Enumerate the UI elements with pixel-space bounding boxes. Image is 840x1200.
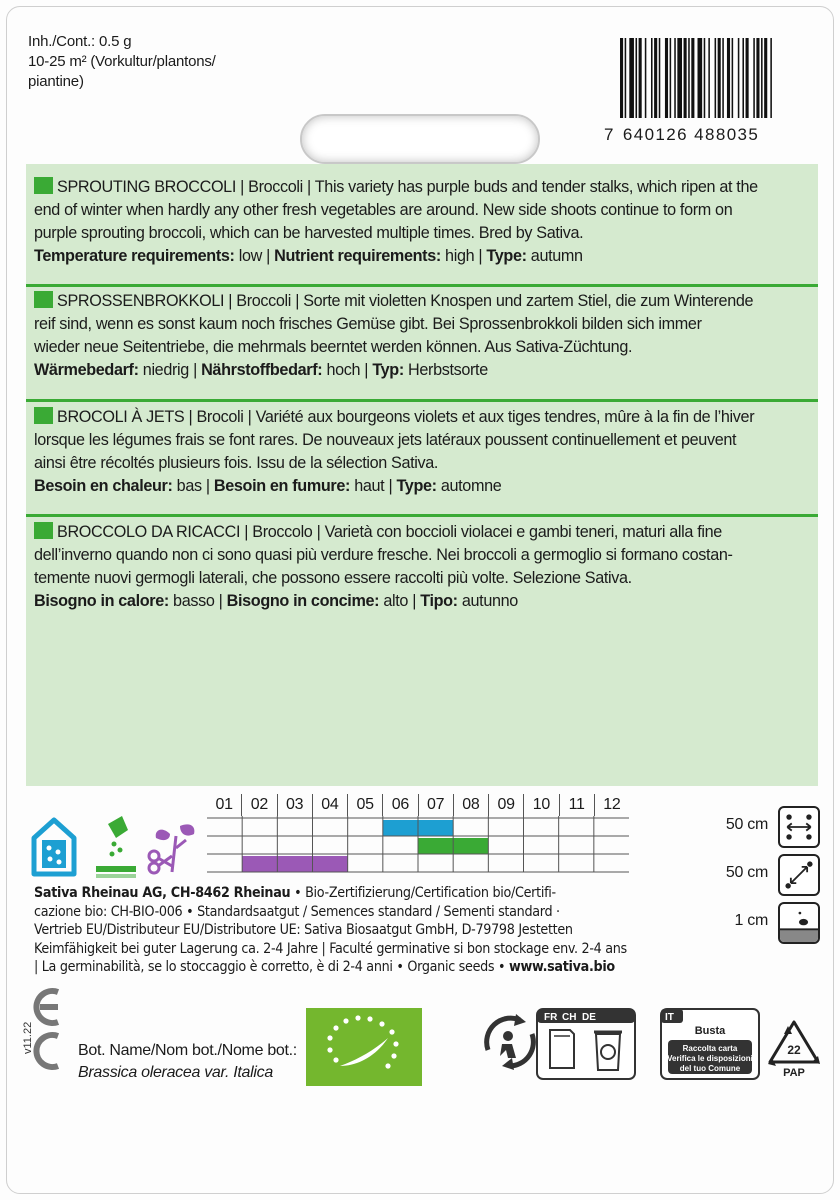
barcode-number xyxy=(604,125,759,145)
desc-fr-line3: ainsi être récoltés plusieurs fois. Issu de la sélection Sativa. xyxy=(34,454,439,472)
description-de xyxy=(34,290,810,382)
star-icon xyxy=(333,1057,338,1062)
req-val: niedrig | xyxy=(138,361,202,379)
req-key: Besoin en chaleur: xyxy=(34,477,173,495)
star-icon xyxy=(343,1018,348,1023)
version-code: v11.22 xyxy=(22,1021,34,1054)
month-04: 04 xyxy=(312,794,347,816)
pap-recycling-icon xyxy=(766,1018,822,1080)
star-icon xyxy=(367,1016,372,1021)
desc-en-line2: end of winter when hardly any other fresh vegetables are around. New side shoots continue to form on xyxy=(34,201,733,219)
req-val: autumn xyxy=(526,247,583,265)
req-val: automne xyxy=(436,477,502,495)
divider xyxy=(26,514,818,517)
req-key: Tipo: xyxy=(420,592,458,610)
row-spacing xyxy=(700,806,820,848)
barcode-bar xyxy=(659,38,661,118)
barcode-lead-digit: 7 xyxy=(604,125,615,144)
content-area-cont: piantine) xyxy=(28,73,84,90)
barcode-bar xyxy=(718,38,721,118)
req-val: high | xyxy=(440,247,487,265)
req-val: low | xyxy=(234,247,275,265)
req-key: Type: xyxy=(396,477,437,495)
req-val: Herbstsorte xyxy=(403,361,488,379)
barcode-bar xyxy=(764,38,767,118)
botanical-name xyxy=(78,1040,297,1084)
barcode-bar xyxy=(670,38,672,118)
star-icon xyxy=(379,1021,384,1026)
company-name: Sativa Rheinau AG, CH-8462 Rheinau xyxy=(34,885,291,901)
desc-en-line1: SPROUTING BROCCOLI | Broccoli | This variety has purple buds and tender stalks, which ripen at the xyxy=(57,178,758,196)
barcode-bar xyxy=(708,38,710,118)
green-square-icon xyxy=(34,407,53,424)
month-12: 12 xyxy=(594,794,629,816)
description-panel xyxy=(26,164,818,786)
req-val: basso | xyxy=(168,592,227,610)
description-fr xyxy=(34,406,810,498)
desc-it-line1: BROCCOLO DA RICACCI | Broccolo | Varietà con boccioli violacei e gambi teneri, maturi alla fine xyxy=(57,523,722,541)
req-key: Bisogno in concime: xyxy=(226,592,380,610)
desc-en-line3: purple sprouting broccoli, which can be harvested multiple times. Bred by Sativa. xyxy=(34,224,584,242)
barcode-bar xyxy=(738,38,740,118)
busta-line1: Raccolta carta xyxy=(682,1044,738,1053)
month-03: 03 xyxy=(277,794,312,816)
desc-fr-line2: lorsque les légumes frais se font rares. De nouveaux jets latéraux poussent continuellement et peuvent xyxy=(34,431,737,449)
star-icon xyxy=(327,1047,332,1052)
country-ch: CH xyxy=(562,1012,577,1023)
eu-organic-logo-icon xyxy=(306,1008,422,1086)
country-fr: FR xyxy=(544,1012,558,1023)
barcode-bar xyxy=(625,38,627,118)
req-key: Bisogno in calore: xyxy=(34,592,169,610)
month-02: 02 xyxy=(241,794,276,816)
barcode-bar xyxy=(715,38,717,118)
footer-legal xyxy=(34,884,660,977)
star-icon xyxy=(355,1015,360,1020)
content-info xyxy=(28,32,216,92)
pap-number: 22 xyxy=(787,1043,801,1057)
divider xyxy=(26,399,818,402)
barcode-bar xyxy=(620,38,623,118)
calendar-bar-harvest xyxy=(242,856,348,872)
sorting-info-icon xyxy=(536,1008,636,1080)
barcode-bar xyxy=(636,38,638,118)
plant-spacing-icon xyxy=(778,854,820,896)
description-en xyxy=(34,176,810,268)
website-link[interactable]: www.sativa.bio xyxy=(509,959,615,976)
row-spacing-icon xyxy=(778,806,820,848)
req-key: Nutrient requirements: xyxy=(274,247,441,265)
requirements-en xyxy=(34,245,810,268)
barcode-bar xyxy=(639,38,642,118)
growing-calendar xyxy=(207,794,629,876)
plant-spacing xyxy=(700,854,820,896)
star-icon xyxy=(393,1041,398,1046)
req-val: alto | xyxy=(379,592,421,610)
month-10: 10 xyxy=(523,794,558,816)
star-icon xyxy=(327,1035,332,1040)
sowing-depth xyxy=(700,902,820,944)
green-square-icon xyxy=(34,522,53,539)
barcode-bar xyxy=(677,38,682,118)
barcode-group-2: 488035 xyxy=(694,125,760,144)
busta-label: Busta xyxy=(694,1025,726,1037)
barcode-bar xyxy=(651,38,653,118)
requirements-de xyxy=(34,359,810,382)
req-val: bas | xyxy=(172,477,214,495)
barcode-group-1: 640126 xyxy=(622,125,688,144)
month-06: 06 xyxy=(382,794,417,816)
month-01: 01 xyxy=(215,796,233,813)
month-08: 08 xyxy=(453,794,488,816)
calendar-months xyxy=(207,794,629,816)
italy-paper-collection-icon xyxy=(660,1008,760,1080)
star-icon xyxy=(385,1063,390,1068)
content-weight: Inh./Cont.: 0.5 g xyxy=(28,33,132,50)
desc-de-line1: SPROSSENBROKKOLI | Broccoli | Sorte mit violetten Knospen und zartem Stiel, die zum Winterende xyxy=(57,292,754,310)
barcode-bar xyxy=(761,38,763,118)
calendar-grid xyxy=(207,816,629,876)
requirements-fr xyxy=(34,475,810,498)
barcode-bar xyxy=(732,38,734,118)
req-key: Type: xyxy=(486,247,527,265)
sowing-depth-value: 1 cm xyxy=(734,912,768,929)
barcode-bar xyxy=(698,38,703,118)
req-key: Wärmebedarf: xyxy=(34,361,139,379)
barcode-bar xyxy=(770,38,772,118)
req-val: haut | xyxy=(350,477,397,495)
barcode-bar xyxy=(645,38,647,118)
footer-line4: Keimfähigkeit bei guter Lagerung ca. 2-4 Jahre | Faculté germinative si bon stockage env. 2-4 ans xyxy=(34,940,627,957)
barcode-bar xyxy=(688,38,690,118)
greenhouse-icon xyxy=(34,820,74,874)
desc-de-line2: reif sind, wenn es sonst kaum noch frisches Gemüse gibt. Bei Sprossenbrokkoli bilden sich immer xyxy=(34,315,702,333)
req-key: Nährstoffbedarf: xyxy=(201,361,323,379)
star-icon xyxy=(389,1029,394,1034)
sowing-depth-icon xyxy=(778,902,820,944)
footer-line1: • Bio-Zertifizierung/Certification bio/Certifi- xyxy=(290,885,556,901)
req-val: hoch | xyxy=(322,361,373,379)
footer-line3: Vertrieb EU/Distributeur EU/Distributore UE: Sativa Biosaatgut GmbH, D-79798 Jestetten xyxy=(34,922,573,939)
country-it: IT xyxy=(665,1012,674,1023)
country-de: DE xyxy=(582,1012,596,1023)
sowing-icons xyxy=(30,812,200,882)
barcode-bar xyxy=(727,38,730,118)
divider xyxy=(26,284,818,287)
month-07: 07 xyxy=(418,794,453,816)
star-icon xyxy=(333,1025,338,1030)
barcode-bar xyxy=(665,38,668,118)
star-icon xyxy=(391,1053,396,1058)
barcode-bar xyxy=(684,38,687,118)
barcode-bar xyxy=(691,38,694,118)
barcode-bar xyxy=(674,38,676,118)
busta-line2: Verifica le disposizioni xyxy=(667,1054,753,1063)
desc-it-line3: temente nuovi germogli laterali, che possono essere raccolti più volte. Selezione Sativa. xyxy=(34,569,632,587)
barcode xyxy=(620,38,816,118)
month-05: 05 xyxy=(347,794,382,816)
barcode-bar xyxy=(704,38,706,118)
month-09: 09 xyxy=(488,794,523,816)
green-square-icon xyxy=(34,177,53,194)
botanical-latin-name: Brassica oleracea var. Italica xyxy=(78,1064,273,1081)
direct-sowing-icon xyxy=(96,816,136,878)
harvest-icon xyxy=(149,824,194,873)
desc-fr-line1: BROCOLI À JETS | Brocoli | Variété aux bourgeons violets et aux tiges tendres, mûre à la fin de l’hiver xyxy=(57,408,755,426)
plant-spacing-value: 50 cm xyxy=(725,864,768,881)
desc-de-line3: wieder neue Seitentriebe, die mehrmals beerntet werden können. Aus Sativa-Züchtung. xyxy=(34,338,633,356)
barcode-bar xyxy=(753,38,755,118)
req-val: autunno xyxy=(457,592,518,610)
description-it xyxy=(34,521,810,613)
barcode-bar xyxy=(654,38,657,118)
barcode-bar xyxy=(629,38,634,118)
barcode-bar xyxy=(746,38,749,118)
ce-mark-icon xyxy=(28,986,72,1072)
req-key: Typ: xyxy=(372,361,404,379)
barcode-bar xyxy=(742,38,744,118)
footer-line5: | La germinabilità, se lo stoccaggio è corretto, è di 2-4 anni • Organic seeds • xyxy=(34,959,510,976)
busta-line3: del tuo Comune xyxy=(679,1064,741,1073)
content-area: 10-25 m² (Vorkultur/plantons/ xyxy=(28,53,216,70)
row-spacing-value: 50 cm xyxy=(725,816,768,833)
botanical-label: Bot. Name/Nom bot./Nome bot.: xyxy=(78,1042,297,1059)
triman-recycling-icon xyxy=(480,1012,540,1072)
req-key: Temperature requirements: xyxy=(34,247,235,265)
footer-line2: cazione bio: CH-BIO-006 • Standardsaatgut / Semences standard / Sementi standard · xyxy=(34,903,560,920)
green-square-icon xyxy=(34,291,53,308)
requirements-it xyxy=(34,590,810,613)
desc-it-line2: dell’inverno quando non ci sono quasi più verdure fresche. Nei broccoli a germoglio si formano costan- xyxy=(34,546,733,564)
barcode-bar xyxy=(722,38,724,118)
month-11: 11 xyxy=(559,794,594,816)
hang-hole xyxy=(300,114,540,164)
barcode-bar xyxy=(756,38,759,118)
req-key: Besoin en fumure: xyxy=(213,477,351,495)
pap-label: PAP xyxy=(783,1067,805,1079)
